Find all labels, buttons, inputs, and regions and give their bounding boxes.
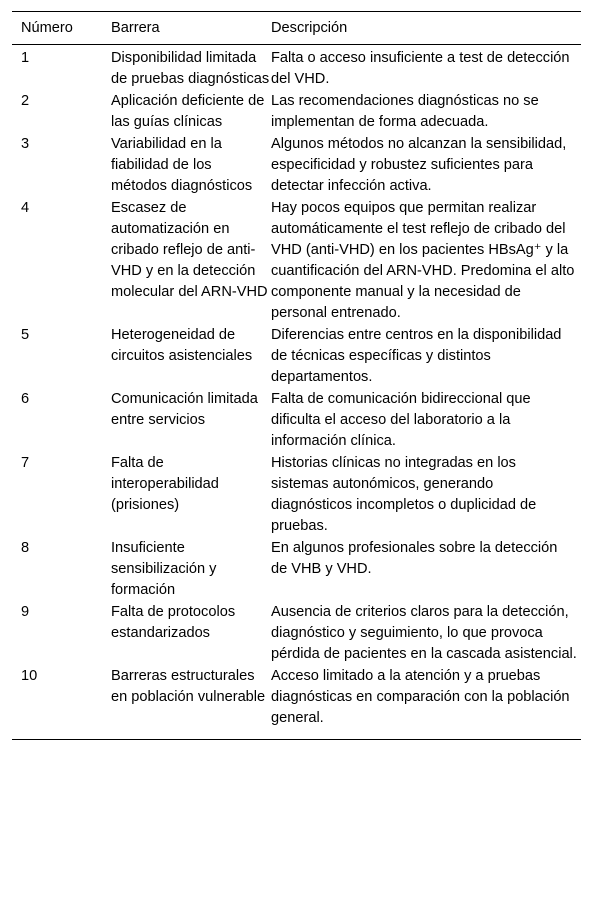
cell-numero: 10	[21, 668, 38, 684]
barriers-table-container	[12, 11, 581, 740]
cell-descripcion: Algunos métodos no alcanzan la sensibilidad, especificidad y robustez suficientes para detectar infección activa.	[271, 136, 567, 194]
table-row	[12, 45, 581, 92]
table-row	[12, 666, 581, 740]
cell-numero: 5	[21, 327, 30, 343]
cell-numero: 8	[21, 540, 30, 556]
cell-barrera: Disponibilidad limitada de pruebas diagnósticas	[111, 50, 270, 87]
cell-numero: 3	[21, 136, 30, 152]
cell-descripcion: Las recomendaciones diagnósticas no se implementan de forma adecuada.	[271, 93, 539, 130]
cell-numero: 9	[21, 604, 30, 620]
table-row	[12, 389, 581, 453]
header-numero: Número	[21, 20, 73, 36]
table-row	[12, 91, 581, 134]
cell-barrera: Barreras estructurales en población vulnerable	[111, 668, 266, 705]
table-row	[12, 602, 581, 666]
cell-numero: 7	[21, 455, 30, 471]
cell-barrera: Escasez de automatización en cribado reflejo de anti-VHD y en la detección molecular del ARN-VHD	[111, 200, 268, 300]
cell-descripcion: Falta de comunicación bidireccional que dificulta el acceso del laboratorio a la información clínica.	[271, 391, 531, 449]
cell-numero: 6	[21, 391, 30, 407]
cell-barrera: Comunicación limitada entre servicios	[111, 391, 258, 428]
cell-numero: 2	[21, 93, 30, 109]
cell-barrera: Aplicación deficiente de las guías clínicas	[111, 93, 265, 130]
cell-descripcion: Ausencia de criterios claros para la detección, diagnóstico y seguimiento, lo que provoca pérdida de pacientes en la cascada asistencial.	[271, 604, 577, 662]
cell-barrera: Insuficiente sensibilización y formación	[111, 540, 217, 598]
table-row	[12, 198, 581, 325]
barriers-table	[12, 11, 581, 740]
cell-descripcion: Historias clínicas no integradas en los sistemas autonómicos, generando diagnósticos incompletos o duplicidad de pruebas.	[271, 455, 537, 534]
cell-barrera: Heterogeneidad de circuitos asistenciales	[111, 327, 253, 364]
table-row	[12, 134, 581, 198]
cell-barrera: Falta de protocolos estandarizados	[111, 604, 236, 641]
table-row	[12, 453, 581, 538]
cell-descripcion: Falta o acceso insuficiente a test de detección del VHD.	[271, 50, 570, 87]
table-row	[12, 325, 581, 389]
table-body	[12, 45, 581, 740]
header-barrera: Barrera	[111, 20, 160, 36]
cell-barrera: Variabilidad en la fiabilidad de los métodos diagnósticos	[111, 136, 253, 194]
cell-descripcion: Acceso limitado a la atención y a pruebas diagnósticas en comparación con la población general.	[271, 668, 570, 726]
cell-numero: 4	[21, 200, 30, 216]
header-row	[12, 12, 581, 45]
table-header	[12, 12, 581, 45]
cell-descripcion: Hay pocos equipos que permitan realizar automáticamente el test reflejo de cribado del VHD (anti-VHD) en los pacientes HBsAg⁺ y la cuantificación del ARN-VHD. Predomina el alto componente manual y la necesidad de personal entrenado.	[271, 200, 575, 321]
cell-numero: 1	[21, 50, 30, 66]
header-descripcion: Descripción	[271, 20, 348, 36]
cell-barrera: Falta de interoperabilidad (prisiones)	[111, 455, 219, 513]
cell-descripcion: En algunos profesionales sobre la detección de VHB y VHD.	[271, 540, 558, 577]
table-row	[12, 538, 581, 602]
cell-descripcion: Diferencias entre centros en la disponibilidad de técnicas específicas y distintos departamentos.	[271, 327, 562, 385]
